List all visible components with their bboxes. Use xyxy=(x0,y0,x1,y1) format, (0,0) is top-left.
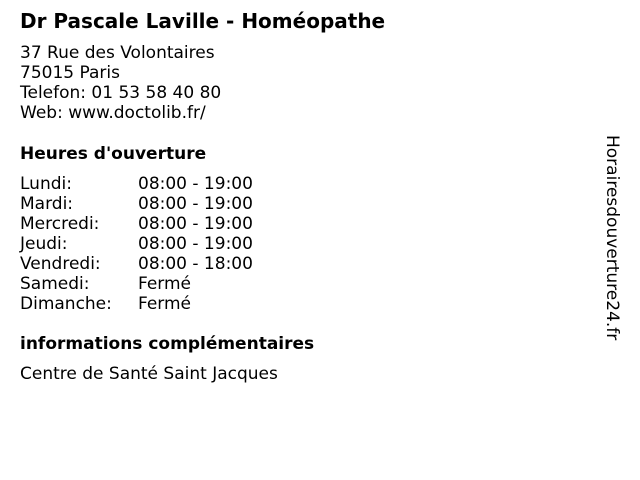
city: 75015 Paris xyxy=(20,63,120,83)
day-label: Mercredi: xyxy=(20,214,100,234)
hours-row-tuesday xyxy=(20,194,253,214)
day-label: Vendredi: xyxy=(20,254,101,274)
hours-row-wednesday xyxy=(20,214,253,234)
time-value: 08:00 - 18:00 xyxy=(138,254,253,274)
day-label: Jeudi: xyxy=(20,234,68,254)
additional-info-heading: informations complémentaires xyxy=(20,334,315,354)
time-value: 08:00 - 19:00 xyxy=(138,194,253,214)
time-value: 08:00 - 19:00 xyxy=(138,174,253,194)
site-watermark: Horairesdouverture24.fr xyxy=(602,135,622,341)
page-title: Dr Pascale Laville - Homéopathe xyxy=(20,9,386,33)
opening-hours-heading: Heures d'ouverture xyxy=(20,144,207,164)
day-label: Mardi: xyxy=(20,194,74,214)
phone-number: Telefon: 01 53 58 40 80 xyxy=(20,83,222,103)
day-label: Samedi: xyxy=(20,274,90,294)
hours-row-saturday xyxy=(20,274,253,294)
time-value: Fermé xyxy=(138,274,192,294)
address-block xyxy=(20,43,221,123)
additional-info-text: Centre de Santé Saint Jacques xyxy=(20,364,278,384)
hours-row-thursday xyxy=(20,234,253,254)
hours-row-monday xyxy=(20,174,253,194)
day-label: Dimanche: xyxy=(20,294,112,314)
hours-row-friday xyxy=(20,254,253,274)
time-value: 08:00 - 19:00 xyxy=(138,214,253,234)
time-value: 08:00 - 19:00 xyxy=(138,234,253,254)
day-label: Lundi: xyxy=(20,174,72,194)
street-address: 37 Rue des Volontaires xyxy=(20,43,215,63)
hours-row-sunday xyxy=(20,294,253,314)
website: Web: www.doctolib.fr/ xyxy=(20,103,206,123)
time-value: Fermé xyxy=(138,294,192,314)
opening-hours-table xyxy=(20,174,253,314)
